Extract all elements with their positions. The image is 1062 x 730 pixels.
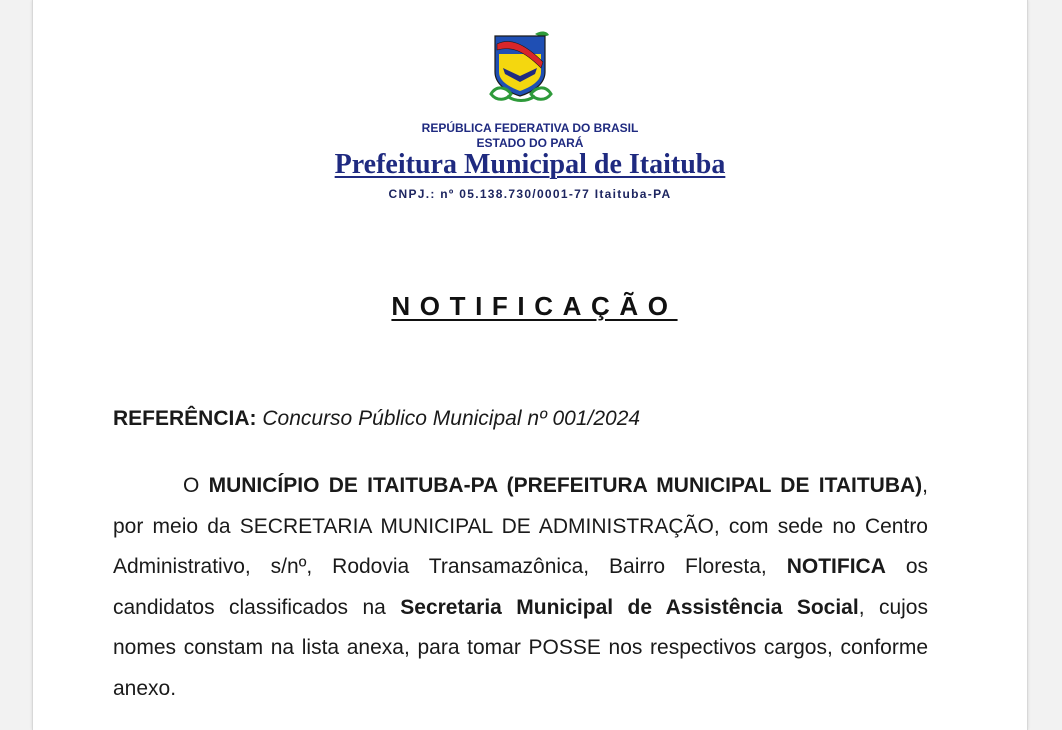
paragraph-bold-text: MUNICÍPIO DE ITAITUBA-PA (PREFEITURA MUNICIPAL DE ITAITUBA) [208,474,923,497]
coat-of-arms-icon [485,28,557,104]
reference-line [113,404,640,434]
paragraph-text: , por meio da SECRETARIA MUNICIPAL DE ADMINISTRAÇÃO, com sede no Centro Administrativo, s/nº, Rodovia Transamazônica, Bairro Floresta, [113,474,928,578]
notification-paragraph [113,466,928,709]
paragraph-text: os candidatos classificados na [113,555,929,619]
cnpj-line: CNPJ.: nº 05.138.730/0001-77 Itaituba-PA [388,187,672,201]
reference-value: Concurso Público Municipal nº 001/2024 [262,407,641,430]
paragraph-text: , cujos nomes constam na lista anexa, para tomar POSSE nos respectivos cargos, conforme anexo. [113,595,928,700]
prefecture-title-text: Prefeitura Municipal de Itaituba [334,149,726,180]
paragraph-bold-text: NOTIFICA [786,555,886,578]
prefecture-title [33,148,1027,182]
document-title [33,288,1027,324]
document-page [32,0,1028,730]
state-line: ESTADO DO PARÁ [476,136,584,150]
paragraph-text: O [183,474,209,497]
paragraph-bold-text: Secretaria Municipal de Assistência Social [400,595,859,619]
republic-line: REPÚBLICA FEDERATIVA DO BRASIL [421,121,639,135]
reference-label: REFERÊNCIA: [113,407,257,430]
document-title-text: NOTIFICAÇÃO [391,291,678,321]
